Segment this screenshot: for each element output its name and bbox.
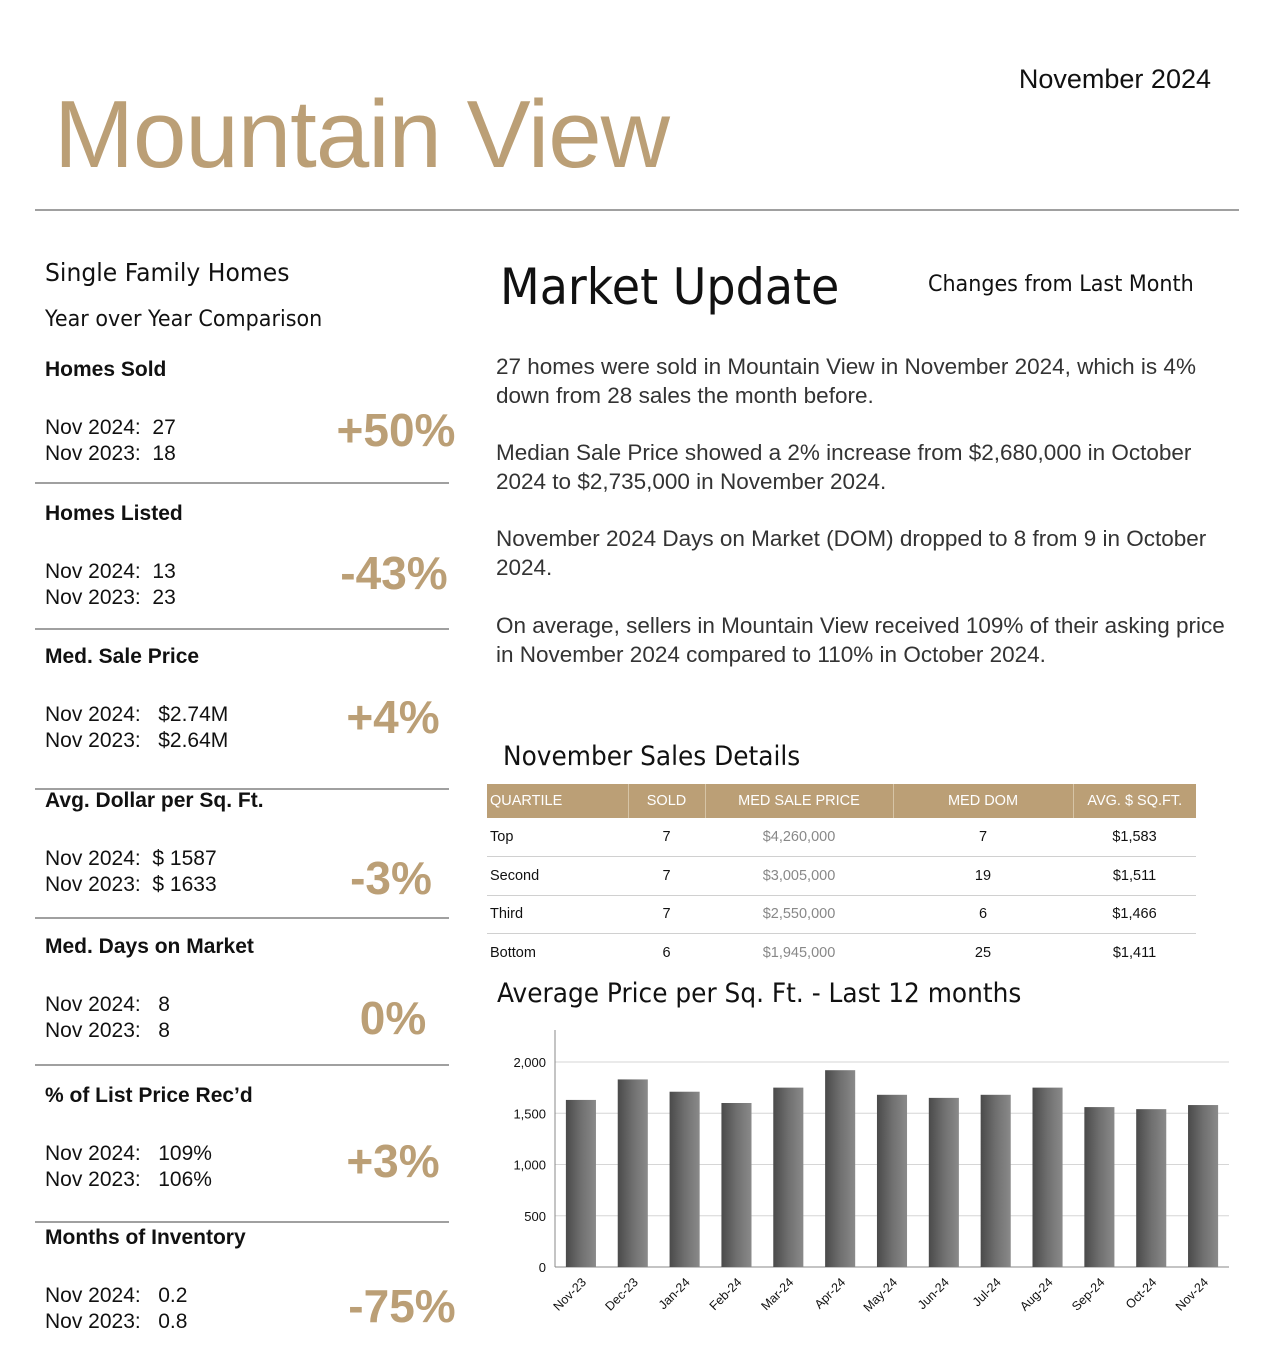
bar [618, 1079, 648, 1267]
metric-label: % of List Price Rec’d [45, 1084, 253, 1107]
metric-change: -43% [340, 547, 448, 599]
y-tick-label: 2,000 [513, 1055, 546, 1070]
metric-change: +3% [346, 1135, 440, 1187]
x-tick-label: Sep-24 [1069, 1275, 1108, 1314]
cell-avg-sqft: $1,466 [1073, 895, 1196, 934]
page-title: Mountain View [54, 81, 669, 188]
cell-med-dom: 19 [893, 857, 1073, 896]
table-row [487, 934, 1196, 973]
column-header-sold[interactable]: SOLD [628, 784, 705, 818]
cell-sold: 7 [628, 895, 705, 934]
metric-current-value: Nov 2024: 0.2 [45, 1284, 188, 1307]
table-row [487, 857, 1196, 896]
metric-divider [35, 1221, 449, 1223]
bar [670, 1092, 700, 1267]
cell-med-dom: 6 [893, 895, 1073, 934]
section-title: Single Family Homes [45, 258, 290, 287]
metric-change: -75% [348, 1280, 456, 1332]
sales-details-table [487, 784, 1196, 972]
bar [1188, 1105, 1218, 1267]
section-subtitle: Year over Year Comparison [45, 307, 323, 332]
cell-med-dom: 7 [893, 818, 1073, 857]
metric-previous-value: Nov 2023: 8 [45, 1019, 170, 1042]
cell-sold: 6 [662, 945, 671, 961]
y-tick-label: 0 [538, 1260, 546, 1275]
metric-divider [35, 1064, 449, 1066]
metric-current-value: Nov 2024: $2.74M [45, 703, 229, 726]
metric-label: Homes Listed [45, 502, 183, 525]
table-header-row [487, 784, 1196, 818]
report-date: November 2024 [1018, 64, 1211, 94]
metric-previous-value: Nov 2023: 23 [45, 586, 176, 609]
x-tick-label: Feb-24 [706, 1275, 745, 1314]
table-row [487, 818, 1196, 857]
column-header-avg-sqft[interactable]: AVG. $ SQ.FT. [1073, 784, 1196, 818]
cell-med-sale-price: $1,945,000 [762, 945, 836, 961]
bar [1033, 1088, 1063, 1267]
metric-label: Avg. Dollar per Sq. Ft. [45, 789, 264, 812]
metric-change: -3% [350, 852, 432, 904]
x-tick-label: Dec-23 [602, 1275, 641, 1314]
chart-title: Average Price per Sq. Ft. - Last 12 months [497, 978, 1022, 1009]
metric-previous-value: Nov 2023: 18 [45, 442, 176, 465]
market-paragraph: On average, sellers in Mountain View received 109% of their asking price in November 2024 compared to 110% in October 2024. [496, 613, 1225, 667]
cell-med-dom: 25 [974, 945, 992, 961]
cell-quartile: Second [487, 857, 628, 896]
cell-avg-sqft: $1,511 [1073, 857, 1196, 896]
cell-quartile: Third [487, 895, 628, 934]
metric-current-value: Nov 2024: $ 1587 [45, 847, 217, 870]
metric-label: Med. Days on Market [45, 935, 254, 958]
cell-med-sale-price: $3,005,000 [705, 857, 893, 896]
x-tick-label: Nov-23 [550, 1275, 590, 1314]
metric-current-value: Nov 2024: 109% [45, 1142, 212, 1165]
cell-avg-sqft: $1,583 [1073, 818, 1196, 857]
metric-divider [35, 917, 449, 919]
column-header-quartile[interactable]: QUARTILE [487, 784, 628, 818]
cell-quartile: Top [487, 818, 628, 857]
metric-previous-value: Nov 2023: $2.64M [45, 729, 229, 752]
market-update-title: Market Update [500, 258, 840, 316]
cell-avg-sqft: $1,411 [1112, 945, 1157, 961]
metric-change: +50% [336, 404, 456, 456]
metric-change: 0% [359, 992, 427, 1044]
metric-label: Med. Sale Price [45, 645, 200, 668]
market-paragraph: November 2024 Days on Market (DOM) dropped to 8 from 9 in October 2024. [496, 526, 1207, 580]
changes-label: Changes from Last Month [928, 272, 1194, 297]
metric-change: +4% [346, 691, 440, 743]
metric-label: Homes Sold [45, 358, 167, 381]
metric-divider [35, 628, 449, 630]
x-tick-label: Jan-24 [655, 1275, 693, 1313]
bar [877, 1095, 907, 1267]
y-tick-label: 1,000 [513, 1157, 546, 1173]
metric-previous-value: Nov 2023: 0.8 [45, 1310, 188, 1333]
bar [1136, 1109, 1166, 1267]
metric-current-value: Nov 2024: 8 [45, 993, 170, 1016]
bar [981, 1095, 1011, 1267]
market-paragraph: 27 homes were sold in Mountain View in November 2024, which is 4% down from 28 sales the month before. [496, 354, 1196, 408]
x-tick-label: Jul-24 [969, 1275, 1004, 1310]
bar [721, 1103, 751, 1267]
metric-current-value: Nov 2024: 13 [45, 560, 176, 583]
metric-divider [35, 482, 449, 484]
cell-quartile: Bottom [490, 945, 536, 961]
column-header-med-sale-price[interactable]: MED SALE PRICE [705, 784, 893, 818]
bar [825, 1070, 855, 1267]
y-tick-label: 500 [524, 1208, 546, 1224]
x-tick-label: Nov-24 [1172, 1275, 1212, 1314]
cell-sold: 7 [628, 857, 705, 896]
metric-label: Months of Inventory [45, 1226, 246, 1249]
bar [773, 1088, 803, 1267]
x-tick-label: Oct-24 [1122, 1275, 1160, 1312]
metric-previous-value: Nov 2023: $ 1633 [45, 873, 217, 896]
bar [566, 1100, 596, 1267]
column-header-med-dom[interactable]: MED DOM [893, 784, 1073, 818]
bar [929, 1098, 959, 1267]
bar [1084, 1107, 1114, 1267]
table-row [487, 895, 1196, 934]
cell-med-sale-price: $4,260,000 [705, 818, 893, 857]
cell-sold: 7 [628, 818, 705, 857]
cell-med-sale-price: $2,550,000 [705, 895, 893, 934]
sales-details-title: November Sales Details [503, 741, 801, 772]
header-divider [35, 209, 1239, 211]
market-paragraph: Median Sale Price showed a 2% increase from $2,680,000 in October 2024 to $2,735,000 in November 2024. [496, 440, 1192, 494]
x-tick-label: Mar-24 [758, 1275, 797, 1314]
x-tick-label: Apr-24 [811, 1275, 849, 1312]
x-tick-label: Aug-24 [1017, 1275, 1056, 1314]
price-per-sqft-chart [487, 1020, 1247, 1340]
x-tick-label: May-24 [860, 1275, 901, 1315]
x-tick-label: Jun-24 [915, 1275, 952, 1313]
y-tick-label: 1,500 [513, 1106, 546, 1122]
metric-current-value: Nov 2024: 27 [45, 416, 176, 439]
metric-previous-value: Nov 2023: 106% [45, 1168, 212, 1191]
